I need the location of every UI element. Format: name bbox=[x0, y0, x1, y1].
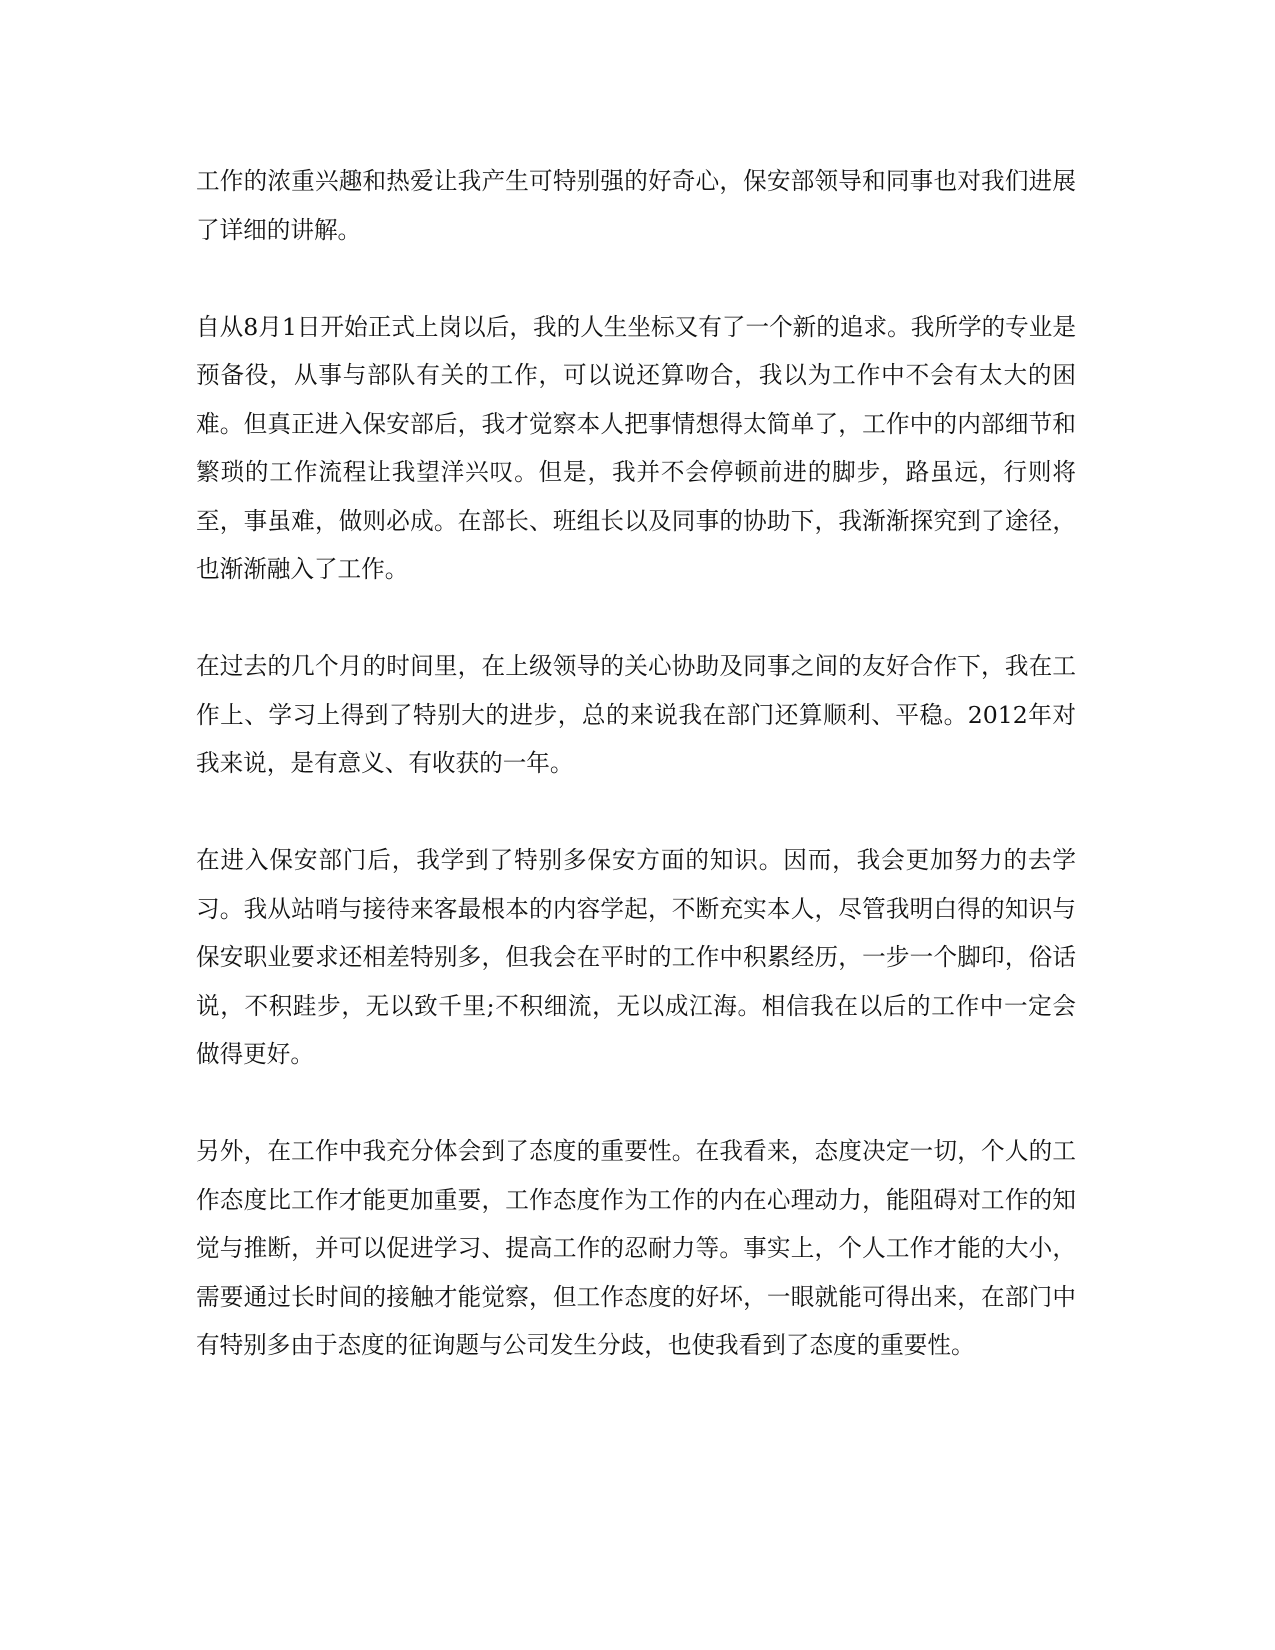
paragraph-spacer bbox=[196, 788, 1076, 837]
document-body bbox=[196, 157, 1076, 1370]
paragraph-spacer bbox=[196, 1079, 1076, 1128]
paragraph-3: 在过去的几个月的时间里，在上级领导的关心协助及同事之间的友好合作下，我在工作上、学习上得到了特别大的进步，总的来说我在部门还算顺利、平稳。2012年对我来说，是有意义、有收获的一年。 bbox=[196, 652, 1076, 777]
paragraph-2: 自从8月1日开始正式上岗以后，我的人生坐标又有了一个新的追求。我所学的专业是预备役，从事与部队有关的工作，可以说还算吻合，我以为工作中不会有太大的困难。但真正进入保安部后，我才觉察本人把事情想得太简单了，工作中的内部细节和繁琐的工作流程让我望洋兴叹。但是，我并不会停顿前进的脚步，路虽远，行则将至，事虽难，做则必成。在部长、班组长以及同事的协助下，我渐渐探究到了途径，也渐渐融入了工作。 bbox=[196, 312, 1076, 583]
paragraph-spacer bbox=[196, 254, 1076, 303]
paragraph-4: 在进入保安部门后，我学到了特别多保安方面的知识。因而，我会更加努力的去学习。我从站哨与接待来客最根本的内容学起，不断充实本人，尽管我明白得的知识与保安职业要求还相差特别多，但我会在平时的工作中积累经历，一步一个脚印，俗话说，不积跬步，无以致千里;不积细流，无以成江海。相信我在以后的工作中一定会做得更好。 bbox=[196, 846, 1076, 1068]
paragraph-spacer bbox=[196, 594, 1076, 643]
paragraph-5: 另外，在工作中我充分体会到了态度的重要性。在我看来，态度决定一切，个人的工作态度比工作才能更加重要，工作态度作为工作的内在心理动力，能阻碍对工作的知觉与推断，并可以促进学习、提高工作的忍耐力等。事实上，个人工作才能的大小，需要通过长时间的接触才能觉察，但工作态度的好坏，一眼就能可得出来，在部门中有特别多由于态度的征询题与公司发生分歧，也使我看到了态度的重要性。 bbox=[196, 1137, 1076, 1359]
paragraph-1: 工作的浓重兴趣和热爱让我产生可特别强的好奇心，保安部领导和同事也对我们进展了详细的讲解。 bbox=[196, 167, 1076, 244]
